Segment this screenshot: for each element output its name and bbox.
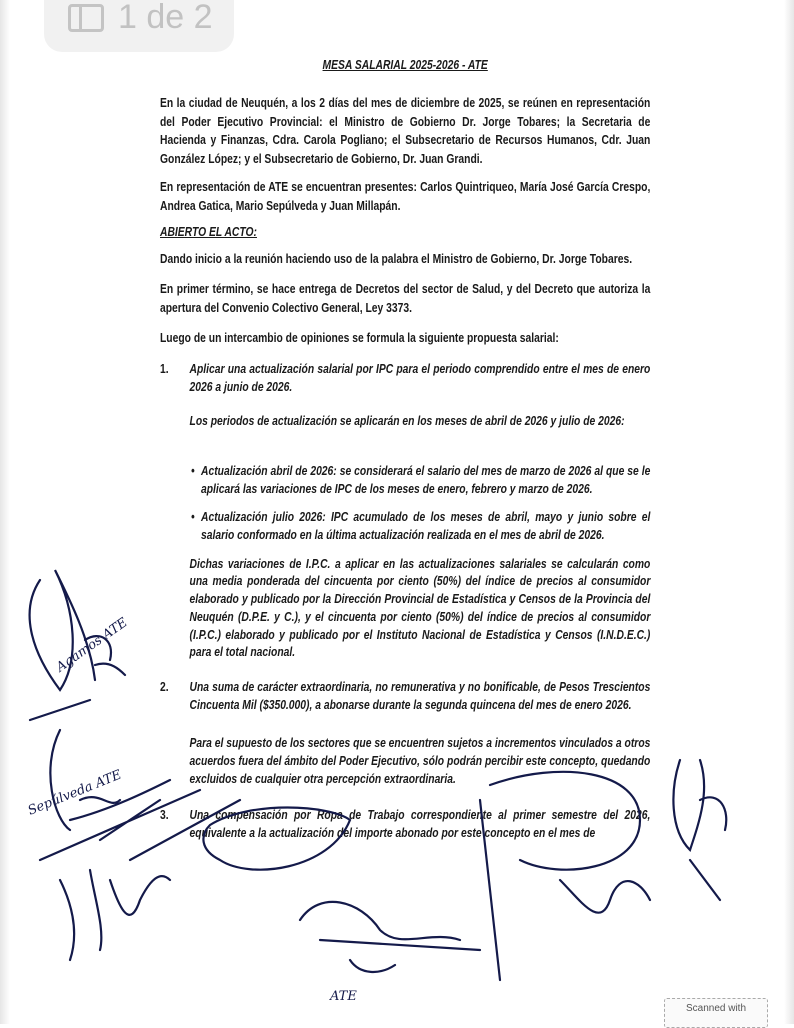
list-number: 3. <box>160 808 169 823</box>
list-item-1 <box>160 360 650 396</box>
paragraph-opening: Dando inicio a la reunión haciendo uso de la palabra el Ministro de Gobierno, Dr. Jorge Tobares. <box>160 251 633 266</box>
paragraph-decrees: En primer término, se hace entrega de Decretos del sector de Salud, y del Decreto que autoriza la apertura del Convenio Colectivo General, Ley 3373. <box>160 282 651 315</box>
bullet-marker: • <box>191 509 195 524</box>
signature-left-bottom <box>60 870 170 960</box>
paragraph-ipc-calculation: Dichas variaciones de I.P.C. a aplicar en las actualizaciones salariales se calcularán como una media ponderada del cincuenta por ciento (50%) del índice de precios al consumidor elaborado y publicado por la Dirección Provincial de Estadística y Censos de la Provincia del Neuquén (D.P.E. y C.), y el cincuenta por ciento (50%) del índice de precios al consumidor (I.P.C.) elaborado y publicado por el Instituto Nacional de Estadística y Censos (I.N.D.E.C.) para el total nacional. <box>189 556 651 660</box>
list-item-text: Una compensación por Ropa de Trabajo correspondiente al primer semestre del 2026, equivalente a la actualización del importe abonado por este concepto en el mes de <box>189 808 651 841</box>
document-title: MESA SALARIAL 2025-2026 - ATE <box>322 58 488 72</box>
page-icon <box>68 4 104 32</box>
bullet-text: Actualización julio 2026: IPC acumulado de los meses de abril, mayo y junio sobre el salario conformado en la última actualización realizada en el mes de abril de 2026. <box>201 509 651 542</box>
scan-edge-right <box>784 0 794 1024</box>
page-indicator <box>44 0 234 52</box>
signature-bottom-text: ATE <box>330 989 357 1004</box>
signature-left-top <box>30 570 125 690</box>
watermark-text: Scanned with <box>685 1003 747 1014</box>
list-item-3 <box>160 806 650 842</box>
signature-right <box>673 760 726 900</box>
list-number: 1. <box>160 361 169 376</box>
list-item-text: Aplicar una actualización salarial por IPC para el periodo comprendido entre el mes de enero 2026 a junio de 2026. <box>189 361 651 394</box>
scan-edge-left <box>0 0 10 1024</box>
signature-left-mid-text: Sepúlveda ATE <box>25 767 124 819</box>
list-item-2 <box>160 678 650 714</box>
section-heading-abierto: ABIERTO EL ACTO: <box>160 225 257 239</box>
bullet-april <box>160 462 650 498</box>
document-page <box>160 56 650 842</box>
paragraph-sectors: Para el supuesto de los sectores que se encuentren sujetos a incrementos vinculados a otros acuerdos fuera del ámbito del Poder Ejecutivo, sólo podrán percibir este concepto, quedando excluidos de cualquier otra percepción extraordinaria. <box>189 736 651 787</box>
bullet-text: Actualización abril de 2026: se considerará el salario del mes de marzo de 2026 al que se le aplicará las variaciones de IPC de los meses de enero, febrero y marzo de 2026. <box>201 463 651 496</box>
paragraph-proposal: Luego de un intercambio de opiniones se formula la siguiente propuesta salarial: <box>160 331 559 345</box>
bullet-marker: • <box>191 463 195 478</box>
list-number: 2. <box>160 680 169 695</box>
page-indicator-text: 1 de 2 <box>118 0 213 36</box>
paragraph-ate-attendees: En representación de ATE se encuentran presentes: Carlos Quintriqueo, María José García Crespo, Andrea Gatica, Mario Sepúlveda y Juan Millapán. <box>160 180 651 213</box>
list-item-text: Una suma de carácter extraordinaria, no remunerativa y no bonificable, de Pesos Trescientos Cincuenta Mil ($350.000), a abonarse durante la segunda quincena del mes de enero 2026. <box>189 680 651 713</box>
signature-left-top-text: Agamos ATE <box>53 615 131 676</box>
paragraph-intro: En la ciudad de Neuquén, a los 2 días del mes de diciembre de 2025, se reúnen en representación del Poder Ejecutivo Provincial: el Ministro de Gobierno Dr. Jorge Tobares; la Secretaria de Hacienda y Finanzas, Cdra. Carola Pogliano; el Subsecretario de Recursos Humanos, Cdr. Juan González López; y el Subsecretario de Gobierno, Dr. Juan Grandi. <box>160 96 651 166</box>
signature-bottom-center <box>300 902 480 972</box>
bullet-july <box>160 508 650 544</box>
paragraph-periods: Los periodos de actualización se aplicarán en los meses de abril de 2026 y julio de 2026: <box>189 413 625 428</box>
